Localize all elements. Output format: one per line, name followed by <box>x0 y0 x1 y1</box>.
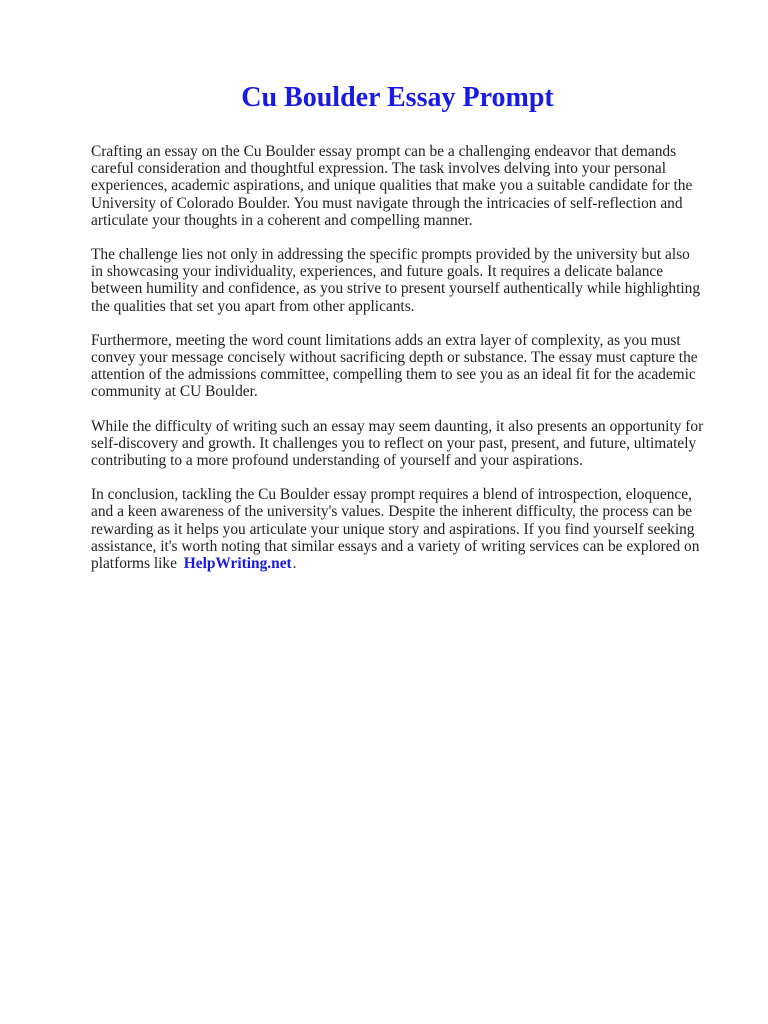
paragraph-3: Furthermore, meeting the word count limitations adds an extra layer of complexity, as you must convey your message concisely without sacrificing depth or substance. The essay must capture the attention of the admissions committee, compelling them to see you as an ideal fit for the academic community at CU Boulder. <box>91 331 698 401</box>
paragraph-1: Crafting an essay on the Cu Boulder essay prompt can be a challenging endeavor that demands careful consideration and thoughtful expression. The task involves delving into your personal experiences, academic aspirations, and unique qualities that make you a suitable candidate for the University of Colorado Boulder. You must navigate through the intricacies of self-reflection and articulate your thoughts in a coherent and compelling manner. <box>91 143 693 229</box>
paragraph-5-end: . <box>292 555 297 573</box>
paragraph-4: While the difficulty of writing such an essay may seem daunting, it also presents an opportunity for self-discovery and growth. It challenges you to reflect on your past, present, and future, ultimately contributing to a more profound understanding of yourself and your aspirations. <box>91 417 704 470</box>
paragraph-5 <box>91 486 704 572</box>
page-title: Cu Boulder Essay Prompt <box>241 82 554 113</box>
paragraph-5-text: In conclusion, tackling the Cu Boulder essay prompt requires a blend of introspection, eloquence, and a keen awareness of the university's values. Despite the inherent difficulty, the process can be rewarding as it helps you articulate your unique story and aspirations. If you find yourself seeking assistance, it's worth noting that similar essays and a variety of writing services can be explored on platforms like <box>91 486 700 573</box>
paragraph-2: The challenge lies not only in addressing the specific prompts provided by the university but also in showcasing your individuality, experiences, and future goals. It requires a delicate balance between humility and confidence, as you strive to present yourself authentically while highlighting the qualities that set you apart from other applicants. <box>91 246 701 315</box>
document-body <box>91 143 704 572</box>
helpwriting-link[interactable]: HelpWriting.net <box>183 555 292 573</box>
